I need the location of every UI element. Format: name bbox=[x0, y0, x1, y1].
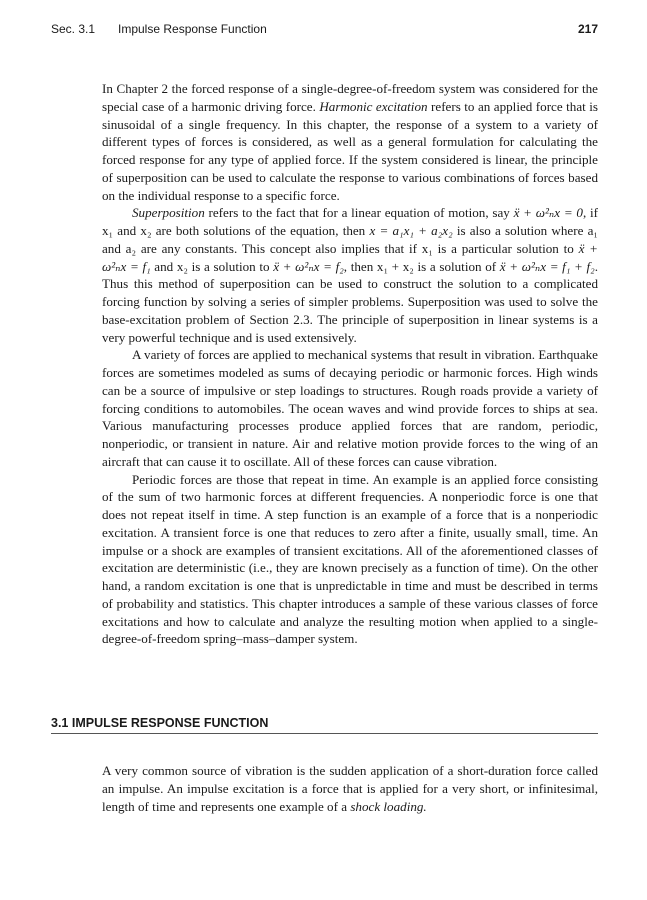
term-shock-loading: shock loading. bbox=[350, 798, 427, 814]
equation: x = a₁x₁ + a₂x₂ bbox=[369, 223, 453, 238]
text-span: , then x₁ + x₂ is a solution of bbox=[343, 258, 500, 274]
text-span: A very common source of vibration is the sudden application of a short-duration force called an impulse. An impulse excitation is a force that is applied for a very short, or infinitesimal, length of time and represents one example of a bbox=[102, 763, 598, 814]
equation: ẍ + ω²ₙx = f₁ + f₂ bbox=[499, 258, 595, 274]
text-span: and x₂ is a solution to bbox=[150, 258, 274, 274]
body-text bbox=[102, 80, 598, 648]
running-title: Impulse Response Function bbox=[118, 22, 267, 36]
paragraph-superposition bbox=[102, 204, 598, 346]
paragraph-forces: A variety of forces are applied to mechanical systems that result in vibration. Earthquake forces are sometimes modeled as sums of decaying periodic or harmonic forces. High winds can be a source of impulsive or step loadings to structures. Rough roads provide a variety of forcing conditions to automobiles. The ocean waves and wind provide forces to ships at sea. Various manufacturing processes produce applied forces that are random, periodic, nonperiodic, or transient in nature. Air and relative motion provide forces to the wing of an aircraft that can cause it to oscillate. All of these forces can cause vibration. bbox=[102, 347, 598, 469]
equation: ẍ + ω²ₙx = 0 bbox=[513, 205, 583, 221]
running-head bbox=[51, 22, 598, 40]
text-span: In Chapter 2 the forced response of a single-degree-of-freedom system was considered for the special case of a harmonic driving force. bbox=[102, 81, 598, 114]
text-span: refers to an applied force that is sinusoidal of a single frequency. In this chapter, the response of a system to a variety of different types of forces is considered, as well as a general formulation for calculating the forced response for any type of applied force. If the system considered is linear, the principle of superposition can be used to calculate the response to various combinations of forces based on the individual response to a specific force. bbox=[102, 98, 598, 203]
section-body bbox=[102, 762, 598, 815]
page-number: 217 bbox=[577, 22, 598, 36]
paragraph-periodic: Periodic forces are those that repeat in time. An example is an applied force consisting of the sum of two harmonic forces at different frequencies. A nonperiodic force is one that does not repeat itself in time. A step function is an example of a force that is a nonperiodic excitation. A transient force is one that reduces to zero after a finite, usually small, time. An impulse or a shock are examples of transient excitations. All of the aforementioned classes of excitation are deterministic (i.e., they are known precisely as a function of time). On the other hand, a random excitation is one that is unpredictable in time and must be described in terms of probability and statistics. This chapter introduces a sample of these various classes of force excitations and how to calculate and analyze the resulting motion when applied to a single-degree-of-freedom spring–mass–damper system. bbox=[102, 471, 598, 647]
term-harmonic-excitation: Harmonic excitation bbox=[319, 98, 428, 114]
section-heading: 3.1 IMPULSE RESPONSE FUNCTION bbox=[51, 716, 598, 734]
paragraph-intro bbox=[102, 80, 598, 204]
equation: ẍ + ω²ₙx = f₂ bbox=[273, 258, 344, 274]
equation: ẍ + ω²ₙx = f₁ bbox=[102, 240, 599, 274]
term-superposition: Superposition bbox=[132, 205, 205, 221]
paragraph-impulse bbox=[102, 762, 598, 815]
text-span: is also a solution where a₁ and a₂ are any constants. This concept also implies that if x₁ is a particular solution to bbox=[102, 223, 598, 256]
text-span: , if x₁ and x₂ are both solutions of the equation, then bbox=[102, 205, 599, 238]
section-number: Sec. 3.1 bbox=[51, 22, 96, 36]
text-span: . Thus this method of superposition can be used to construct the solution to a complicated forcing function by solving a series of simpler problems. Superposition was used to solve the base-excitation problem of Section 2.3. The principle of superposition in linear systems is a very powerful technique and is used extensively. bbox=[102, 258, 598, 345]
text-span: refers to the fact that for a linear equation of motion, say bbox=[204, 205, 514, 221]
